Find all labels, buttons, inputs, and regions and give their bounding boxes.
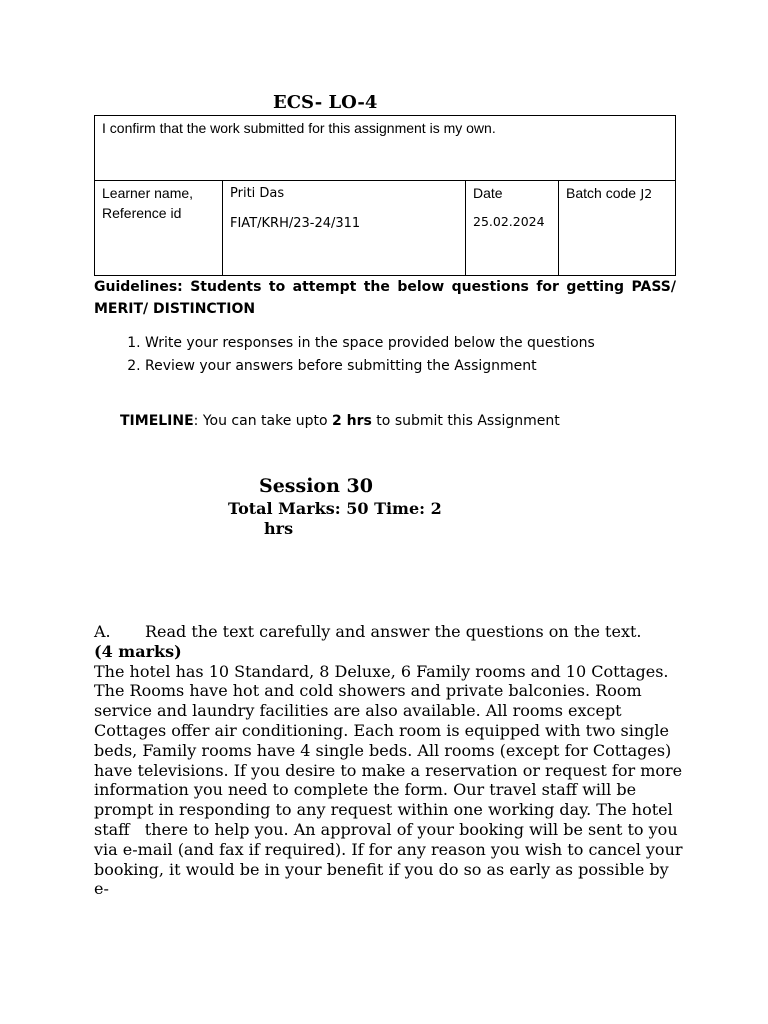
session-title: Session 30 [259, 475, 373, 497]
list-item: 2. Review your answers before submitting the Assignment [145, 355, 595, 378]
learner-value-cell [223, 181, 466, 276]
date-cell [466, 181, 559, 276]
total-marks-line: Total Marks: 50 Time: 2 [228, 499, 442, 518]
batch-code-label: Batch code [566, 185, 637, 201]
batch-code-cell [559, 181, 676, 276]
timeline-label: TIMELINE [120, 413, 194, 429]
batch-code-value: J2 [640, 186, 653, 201]
date-label: Date [473, 185, 503, 201]
time-unit-line: hrs [264, 519, 294, 538]
timeline-text-before: : You can take upto [193, 413, 333, 429]
declaration-statement: I confirm that the work submitted for this assignment is my own. [95, 116, 676, 181]
timeline-text-after: to submit this Assignment [371, 413, 560, 429]
learner-name-value: Priti Das [230, 186, 285, 201]
section-a-passage: The hotel has 10 Standard, 8 Deluxe, 6 Family rooms and 10 Cottages. The Rooms have hot and cold showers and private balconies. Room service and laundry facilities are also available. All rooms except Cottages offer air conditioning. Each room is equipped with two single beds, Family rooms have 4 single beds. All rooms (except for Cottages) have televisions. If you desire to make a reservation or request for more information you need to complete the form. Our travel staff will be prompt in responding to any request within one working day. The hotel staff there to help you. An approval of your booking will be sent to you via e-mail (and fax if required). If for any reason you wish to cancel your booking, it would be in your benefit if you do so as early as possible by e- [94, 661, 688, 899]
date-value: 25.02.2024 [473, 214, 545, 229]
reference-id-value: FIAT/KRH/23-24/311 [230, 216, 361, 231]
list-item: 1. Write your responses in the space provided below the questions [145, 332, 595, 355]
timeline-duration: 2 hrs [332, 413, 372, 429]
reference-id-label: Reference id [102, 205, 182, 221]
guidelines-list [94, 332, 595, 378]
section-a [94, 622, 688, 899]
section-a-instruction-line [94, 622, 684, 642]
guidelines-text: Guidelines: Students to attempt the below questions for getting PASS/ MERIT/ DISTINCTION [94, 279, 676, 317]
section-a-number: A. [94, 622, 111, 641]
document-title: ECS- LO-4 [273, 92, 378, 113]
declaration-table [94, 115, 676, 276]
timeline-line [120, 413, 560, 429]
total-marks [228, 499, 442, 539]
learner-name-label: Learner name, [102, 185, 194, 201]
section-a-instruction: Read the text carefully and answer the questions on the text. [145, 622, 642, 641]
learner-label-cell [95, 181, 223, 276]
section-a-marks: (4 marks) [94, 641, 182, 661]
